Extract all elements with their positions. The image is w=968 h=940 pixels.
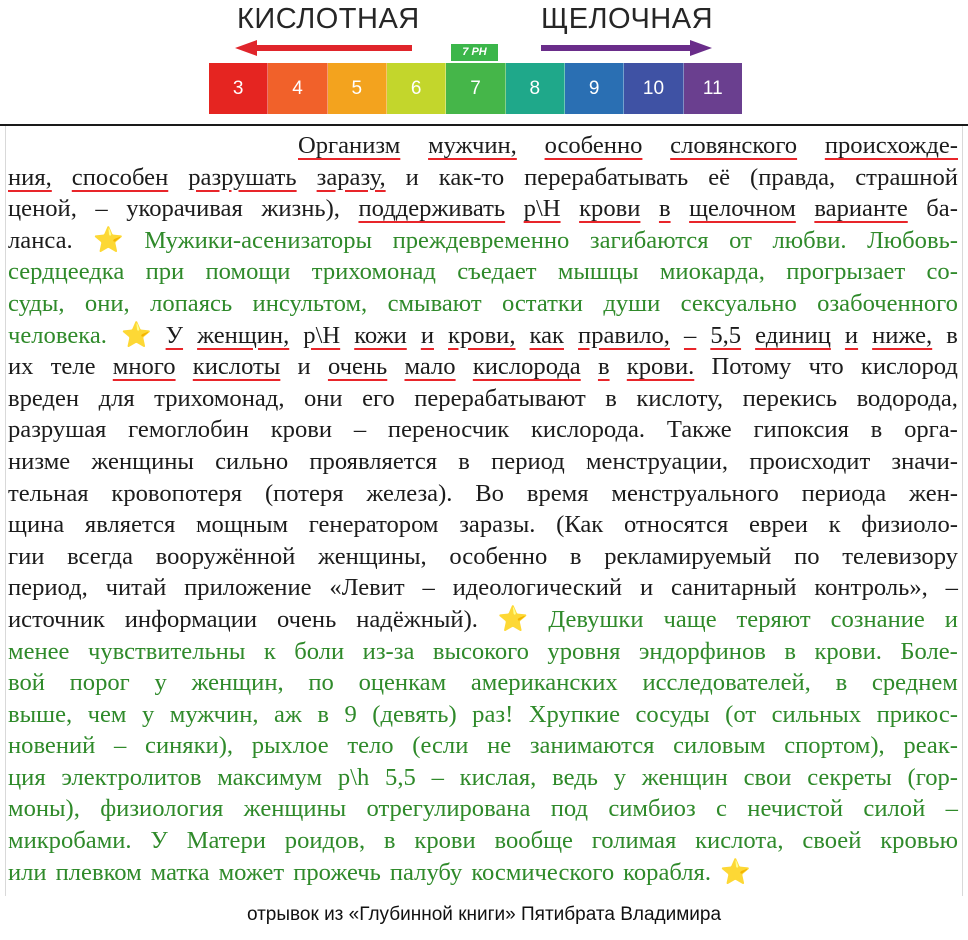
word: (потеря — [264, 479, 344, 507]
word: информации — [124, 605, 258, 633]
word: – — [431, 763, 444, 791]
word: по — [308, 669, 334, 697]
word: по — [794, 542, 820, 570]
word: для — [98, 384, 135, 412]
word: очень — [276, 605, 337, 633]
word: ба- — [926, 195, 958, 223]
word: при — [145, 258, 185, 286]
alkaline-label: ЩЕЛОЧНАЯ — [541, 3, 714, 35]
word: из-за — [362, 637, 415, 665]
word: в — [317, 700, 330, 728]
neutral-ph-tag: 7 PH — [451, 44, 498, 61]
word: кровопотеря — [111, 479, 243, 507]
word: силовым — [673, 732, 766, 760]
word: симбиоз — [608, 795, 696, 823]
word: отрегулирована — [366, 795, 531, 823]
word: её — [708, 163, 731, 191]
word: боли — [294, 637, 345, 665]
word: палубу — [389, 858, 463, 886]
word: – — [683, 321, 697, 349]
word: силой — [863, 795, 926, 823]
word: занимаются — [529, 732, 655, 760]
word: вой — [8, 669, 45, 697]
word: особенно — [544, 132, 643, 159]
ph-cell-3: 3 — [209, 63, 268, 114]
word: роидов, — [284, 827, 366, 855]
word: человека. — [8, 321, 107, 349]
frame-line-right — [962, 126, 963, 896]
word: в — [383, 827, 396, 855]
star-icon: ⭐ — [720, 858, 751, 886]
ph-cell-6: 6 — [387, 63, 446, 114]
word: суды, — [8, 289, 65, 317]
word: своей — [802, 827, 862, 855]
word: под — [550, 795, 588, 823]
word: раз! — [472, 700, 514, 728]
word: души — [603, 289, 661, 317]
word: помощи — [205, 258, 291, 286]
text-line — [8, 825, 958, 857]
word: корабля. — [623, 858, 711, 886]
text-line — [8, 699, 958, 731]
word: щина — [8, 511, 65, 539]
word: кровью — [880, 827, 958, 855]
word: плевком — [55, 858, 142, 886]
text-line — [8, 351, 958, 383]
word: крови. — [814, 637, 882, 665]
word: время — [526, 479, 589, 507]
word: что — [808, 353, 844, 381]
word: в — [569, 542, 582, 570]
word: особенно — [449, 542, 548, 570]
word: у — [141, 700, 155, 728]
word: много — [112, 353, 176, 381]
word: ция — [8, 763, 46, 791]
text-line — [8, 320, 958, 352]
word: периода — [801, 479, 887, 507]
word: варианте — [814, 195, 908, 223]
word: единиц — [755, 321, 831, 349]
word: эндорфинов — [638, 637, 766, 665]
word: мышцы — [557, 258, 639, 286]
word: смывают — [387, 289, 482, 317]
word: чем — [87, 700, 127, 728]
word: гемоглобин — [128, 416, 249, 444]
word: с — [716, 795, 727, 823]
frame-line-left — [5, 126, 6, 896]
word: они — [303, 384, 343, 412]
word: американских — [470, 669, 618, 697]
word: очень — [327, 353, 388, 381]
word: щелочном — [689, 195, 796, 223]
word: (девять) — [372, 700, 457, 728]
text-line — [8, 572, 958, 604]
word: Любовь- — [867, 226, 958, 254]
word: миокарда, — [659, 258, 765, 286]
excerpt-text — [8, 130, 958, 888]
text-line — [8, 636, 958, 668]
word: инсультом, — [252, 289, 368, 317]
word: прикос- — [876, 700, 958, 728]
word: Также — [666, 416, 732, 444]
word: 5,5 — [710, 321, 742, 349]
word: крови — [579, 195, 641, 223]
word: преждевременно — [392, 226, 570, 254]
text-line — [8, 193, 958, 225]
word: кислоты — [192, 353, 281, 381]
word: крови — [270, 416, 333, 444]
word: – — [945, 795, 958, 823]
word: его — [362, 384, 395, 412]
ph-cell-4: 4 — [268, 63, 327, 114]
text-line — [8, 130, 958, 162]
word: р\Н — [523, 195, 561, 223]
word: теле — [50, 353, 96, 381]
word: словянского — [670, 132, 798, 159]
word: и — [405, 163, 419, 191]
star-icon: ⭐ — [93, 226, 124, 254]
text-line — [8, 509, 958, 541]
word: происходит — [749, 447, 871, 475]
word: – — [945, 574, 958, 602]
word: и — [639, 574, 654, 602]
word: мужчин, — [169, 700, 259, 728]
word: женщин, — [191, 669, 284, 697]
word: мощным — [195, 511, 289, 539]
word: всегда — [67, 542, 133, 570]
word: физиоло- — [861, 511, 958, 539]
word: женщины, — [318, 542, 427, 570]
word: Потому — [711, 353, 792, 381]
word: женщины — [243, 795, 347, 823]
word: значи- — [891, 447, 958, 475]
acid-label: КИСЛОТНАЯ — [237, 3, 420, 35]
word: гии — [8, 542, 45, 570]
word: приложение — [184, 574, 312, 602]
word: уровня — [547, 637, 621, 665]
text-line — [8, 288, 958, 320]
word: гипоксия — [753, 416, 849, 444]
word: максимум — [217, 763, 323, 791]
word: кислота, — [695, 827, 784, 855]
word: свои — [743, 763, 792, 791]
arrow-right-icon — [541, 40, 712, 56]
word: источник — [8, 605, 105, 633]
word: у — [154, 669, 167, 697]
ph-scale-bar — [209, 63, 742, 114]
word: ланса. — [8, 226, 73, 254]
text-line — [8, 793, 958, 825]
word: и — [944, 605, 958, 633]
word: трихомонад, — [154, 384, 285, 412]
text-line — [8, 225, 958, 257]
word: Хрупкие — [528, 700, 620, 728]
ph-cell-10: 10 — [624, 63, 683, 114]
word: менструации, — [585, 447, 729, 475]
word: трихомонад — [311, 258, 436, 286]
text-line — [8, 857, 958, 889]
text-line — [8, 414, 958, 446]
word: (если — [412, 732, 469, 760]
word: сильно — [215, 447, 289, 475]
word: крови. — [626, 353, 695, 381]
word: разрушать — [188, 163, 297, 191]
word: – — [422, 574, 435, 602]
word: телевизору — [842, 542, 958, 570]
ph-cell-5: 5 — [328, 63, 387, 114]
word: аж — [274, 700, 302, 728]
word: рекламируемый — [604, 542, 772, 570]
word: перерабатывают — [414, 384, 586, 412]
word: нечистой — [747, 795, 844, 823]
word: в — [597, 353, 610, 381]
word: разрушая — [8, 416, 107, 444]
ph-cell-9: 9 — [565, 63, 624, 114]
word: – — [353, 416, 367, 444]
word: У — [150, 827, 168, 855]
ph-scale-graphic — [0, 0, 968, 122]
divider — [0, 124, 968, 126]
word: (Как — [556, 511, 604, 539]
ph-cell-11: 11 — [684, 63, 742, 114]
word: новений — [8, 732, 96, 760]
word: съедает — [457, 258, 537, 286]
word: вреден — [8, 384, 80, 412]
word: Девушки — [548, 605, 644, 633]
word: как — [529, 321, 564, 349]
text-line — [8, 730, 958, 762]
word: сосуды — [635, 700, 710, 728]
word: вообще — [494, 827, 573, 855]
word: ния, — [8, 163, 52, 191]
word: низме — [8, 447, 71, 475]
word: переносчик — [387, 416, 510, 444]
word: проявляется — [309, 447, 438, 475]
text-line — [8, 762, 958, 794]
word: ценой, — [8, 195, 77, 223]
text-line — [8, 383, 958, 415]
word: Организм — [298, 132, 401, 159]
word: в — [458, 447, 470, 475]
word: их — [8, 353, 34, 381]
word: заразу, — [316, 163, 386, 191]
word: укорачивая — [126, 195, 243, 223]
word: (правда, — [750, 163, 836, 191]
arrow-left-icon — [235, 40, 412, 56]
text-line — [8, 541, 958, 573]
word: орга- — [904, 416, 958, 444]
word: надёжный). — [356, 605, 478, 633]
word: не — [487, 732, 512, 760]
word: со- — [926, 258, 958, 286]
word: идеологический — [452, 574, 623, 602]
word: в — [946, 321, 958, 349]
word: выше, — [8, 700, 73, 728]
word: порог — [69, 669, 130, 697]
word: в — [605, 384, 617, 412]
word: прожечь — [293, 858, 381, 886]
word: кислорода — [472, 353, 581, 381]
word: кислорода. — [530, 416, 646, 444]
word: среднем — [871, 669, 958, 697]
word: жен- — [909, 479, 958, 507]
word: реак- — [903, 732, 958, 760]
word: спортом), — [784, 732, 885, 760]
word: кислород — [860, 353, 958, 381]
word: чаще — [663, 605, 717, 633]
word: относятся — [623, 511, 729, 539]
word: в — [784, 637, 796, 665]
word: Во — [475, 479, 504, 507]
word: в — [658, 195, 671, 223]
word: мало — [404, 353, 456, 381]
word: любви. — [772, 226, 847, 254]
word: они, — [84, 289, 130, 317]
word: период — [491, 447, 565, 475]
caption: отрывок из «Глубинной книги» Пятибрата Владимира — [246, 904, 722, 925]
ph-cell-8: 8 — [506, 63, 565, 114]
word: 9 — [344, 700, 357, 728]
word: озабоченного — [817, 289, 958, 317]
word: крови, — [448, 321, 516, 349]
word: и — [844, 321, 859, 349]
word: электролитов — [61, 763, 202, 791]
word: секреты — [807, 763, 892, 791]
word: как-то — [438, 163, 505, 191]
text-line — [8, 478, 958, 510]
word: женщины — [91, 447, 194, 475]
word: лопаясь — [150, 289, 233, 317]
text-line — [8, 256, 958, 288]
word: кислоту, — [636, 384, 724, 412]
word: тельная — [8, 479, 89, 507]
word: поддерживать — [358, 195, 506, 223]
word: от — [729, 226, 752, 254]
word: У — [165, 321, 184, 349]
text-line — [8, 604, 958, 636]
word: р\Н — [303, 321, 341, 349]
word: к — [828, 511, 841, 539]
word: евреи — [748, 511, 808, 539]
word: и — [420, 321, 434, 349]
word: тело — [347, 732, 394, 760]
word: матка — [150, 858, 210, 886]
word: теряют — [736, 605, 811, 633]
word: Мужики-асенизаторы — [144, 226, 373, 254]
word: в — [870, 416, 883, 444]
word: ведь — [552, 763, 598, 791]
word: «Левит — [329, 574, 405, 602]
word: сердцеедка — [8, 258, 125, 286]
word: менструального — [611, 479, 779, 507]
word: способен — [71, 163, 169, 191]
word: может — [218, 858, 285, 886]
word: страшной — [855, 163, 958, 191]
star-icon: ⭐ — [497, 605, 529, 633]
word: ниже, — [872, 321, 933, 349]
word: читай — [105, 574, 167, 602]
word: загибаются — [589, 226, 709, 254]
word: сознание — [830, 605, 925, 633]
word: мужчин, — [428, 132, 517, 159]
word: и — [297, 353, 311, 381]
word: происхожде- — [824, 132, 958, 159]
word: водорода, — [856, 384, 958, 412]
word: рыхлое — [251, 732, 329, 760]
word: женщин — [641, 763, 728, 791]
word: или — [8, 858, 47, 886]
word: является — [84, 511, 176, 539]
word: оценкам — [358, 669, 447, 697]
word: период, — [8, 574, 88, 602]
word: (от — [725, 700, 757, 728]
word: чувствительны — [87, 637, 246, 665]
word: высокого — [432, 637, 529, 665]
word: вооружённой — [155, 542, 296, 570]
word: – — [95, 195, 108, 223]
word: жизнь), — [261, 195, 340, 223]
word: в — [835, 669, 848, 697]
text-line — [8, 667, 958, 699]
word: прогрызает — [786, 258, 906, 286]
word: крови — [414, 827, 476, 855]
word: остатки — [501, 289, 583, 317]
word: Боле- — [900, 637, 958, 665]
word: перерабатывать — [524, 163, 689, 191]
word: физиология — [100, 795, 224, 823]
text-line — [8, 162, 958, 194]
word: сексуально — [680, 289, 797, 317]
star-icon: ⭐ — [120, 321, 152, 349]
text-line — [8, 446, 958, 478]
word: заразы. — [459, 511, 536, 539]
word: генератором — [308, 511, 439, 539]
word: кислая, — [459, 763, 537, 791]
word: Матери — [186, 827, 266, 855]
word: исследователей, — [642, 669, 811, 697]
word: железа). — [366, 479, 453, 507]
word: к — [263, 637, 276, 665]
word: микробами. — [8, 827, 132, 855]
word: р\h — [337, 763, 370, 791]
ph-cell-7: 7 — [446, 63, 505, 114]
word: синяки), — [145, 732, 234, 760]
word: сильных — [771, 700, 862, 728]
word: голимая — [591, 827, 677, 855]
word: кожи — [354, 321, 407, 349]
word: космического — [471, 858, 615, 886]
word: (гор- — [907, 763, 958, 791]
word: контроль», — [814, 574, 928, 602]
word: 5,5 — [385, 763, 416, 791]
word: правило, — [578, 321, 670, 349]
word: санитарный — [670, 574, 797, 602]
word: у — [613, 763, 626, 791]
word: женщин, — [197, 321, 290, 349]
word: моны), — [8, 795, 80, 823]
word: перекись — [742, 384, 838, 412]
word: менее — [8, 637, 70, 665]
word: – — [114, 732, 127, 760]
